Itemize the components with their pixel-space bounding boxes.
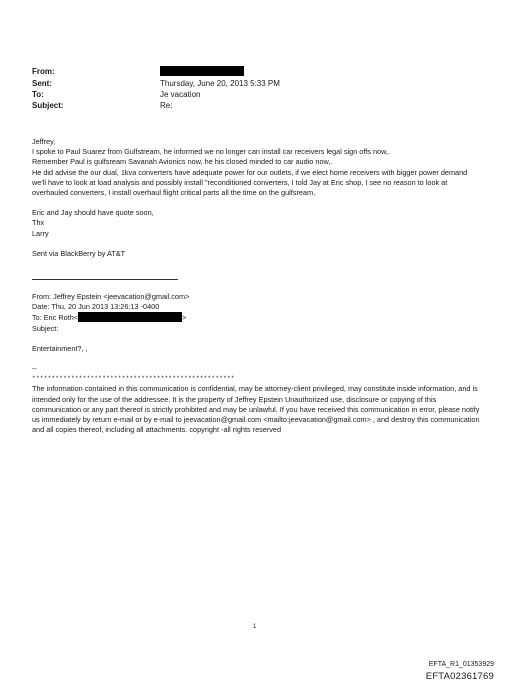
quoted-to-prefix: To: Eric Roth< [32,313,79,323]
sent-value: Thursday, June 20, 2013 5:33 PM [160,79,280,88]
divider [32,279,178,280]
to-value: Je vacation [160,90,201,99]
greeting: Jeffrey, [32,137,56,146]
quoted-from: From: Jeffrey Epstein <jeevacation@gmail.com> [32,292,190,301]
quoted-dashes: -- [32,364,37,374]
redaction-box [160,66,244,76]
quoted-subject: Subject: [32,323,59,333]
sent-label: Sent: [32,79,52,88]
quoted-message-text: Entertainment?, , [32,343,88,353]
closing-line-2: Thx [32,218,45,228]
from-label: From: [32,67,55,76]
closing-line-3: Larry [32,228,49,238]
bates-number-large: EFTA02361769 [425,671,494,682]
bates-number-small: EFTA_R1_01353929 [428,661,494,668]
page-number: 1 [253,624,257,630]
redaction-box [78,312,182,322]
body-line-3: He did advise the our dual, 1kva converters have adequate power for our outlets, if we elect home receivers with bigger power demand we'll have to look at load analysis and possibly install "reconditioned converters, I told Jay at Eric shop, I see no reason to look at overhauled converters, I install overhaul flight critical parts all the time on the gulfsream, [32,167,468,198]
quoted-to-suffix: > [182,313,187,323]
closing-line-1: Eric and Jay should have quote soon, [32,208,154,218]
quoted-date: Date: Thu, 20 Jun 2013 13:26:13 -0400 [32,302,160,312]
quoted-message [32,292,482,435]
signature: Sent via BlackBerry by AT&T [32,248,126,258]
email-body [32,137,482,259]
star-separator: **************************************************** [32,375,235,383]
body-line-2: Remember Paul is gulfsream Savanah Avionics now, he his closed minded to car audio now,. [32,157,333,167]
subject-label: Subject: [32,101,64,110]
subject-value: Re: [160,101,173,110]
disclaimer: The information contained in this communication is confidential, may be attorney-client privileged, may constitute inside information, and is intended only for the use of the addressee. It is the property of Jeffrey Epstein Unauthorized use, disclosure or copying of this communication or any part thereof is strictly prohibited and may be unlawful. If you have received this communication in error, please notify us immediately by return e-mail or by e-mail to jeevacation@gmail.com <mailto:jeevacation@gmail.com> , and destroy this communication and all copies thereof, including all attachments. copyright -all rights reserved [32,384,480,435]
to-label: To: [32,90,44,99]
quoted-to [32,312,482,323]
body-line-1: I spoke to Paul Suarez from Gulfstream, he informed we no longer can install car receivers legal sign offs now,. [32,147,390,157]
